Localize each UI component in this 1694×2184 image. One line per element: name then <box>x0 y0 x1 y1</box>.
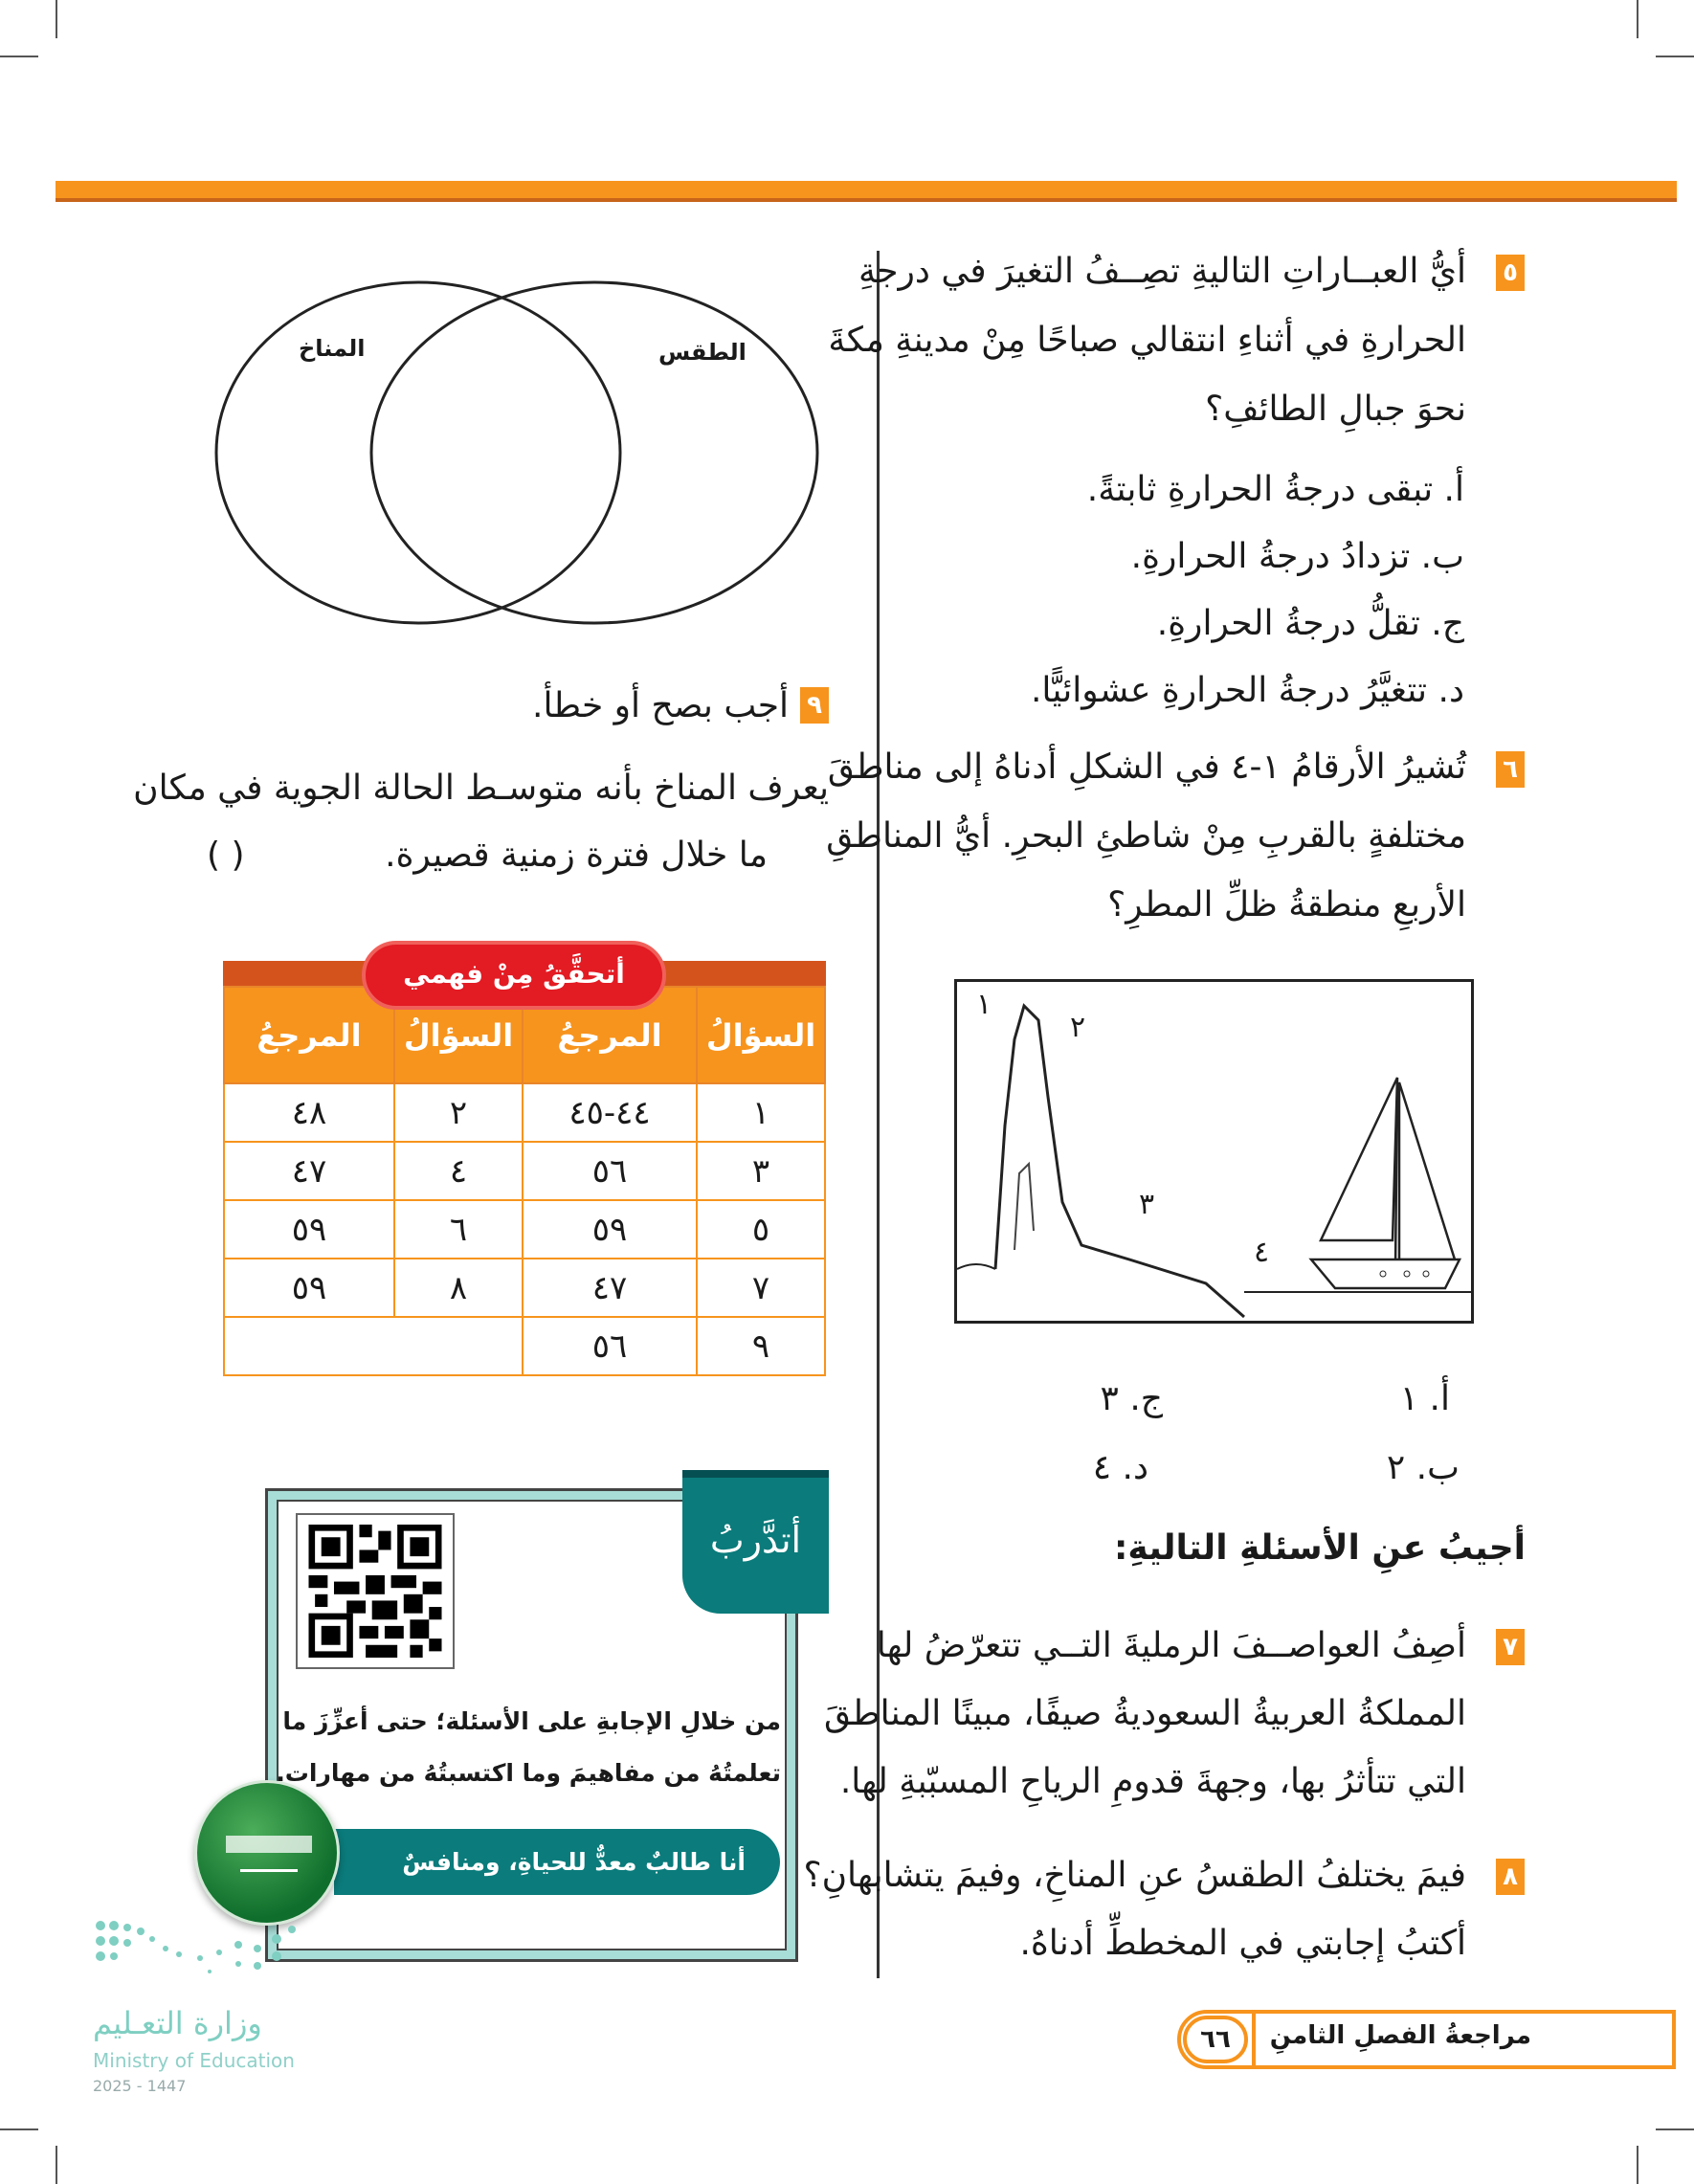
table-cell: ٥ <box>697 1200 825 1259</box>
venn-label-weather: الطقس <box>658 339 747 366</box>
qr-code-icon <box>307 1525 443 1658</box>
figure-label-2: ٢ <box>1070 1011 1086 1044</box>
crop-mark <box>1637 0 1638 38</box>
mountain-boat-illustration <box>957 982 1471 1321</box>
column-header: السؤالُ <box>697 987 825 1083</box>
flag-sword-icon <box>240 1869 298 1872</box>
table-row <box>224 1317 825 1375</box>
figure-label-1: ١ <box>976 988 992 1021</box>
table-cell: ٤ <box>394 1142 523 1200</box>
table-cell: ٢ <box>394 1083 523 1142</box>
table-cell: ٥٩ <box>224 1200 394 1259</box>
footer-chapter: مراجعةُ الفصلِ الثامنِ <box>1269 2021 1531 2050</box>
figure-label-3: ٣ <box>1139 1188 1155 1221</box>
venn-diagram <box>191 268 842 641</box>
column-header: السؤالُ <box>394 987 523 1083</box>
option-c[interactable]: ج. ٣ <box>1100 1379 1163 1418</box>
table-row <box>224 1142 825 1200</box>
question-text: فيمَ يختلفُ الطقسُ عنِ المناخِ، وفيمَ يتشابهانِ؟ <box>803 1856 1466 1895</box>
section-heading: أجيبُ عنِ الأسئلةِ التاليةِ: <box>1114 1528 1526 1568</box>
column-header: المرجعُ <box>224 987 394 1083</box>
option-d[interactable]: د. تتغيَّرُ درجةُ الحرارةِ عشوائيًّا. <box>1030 671 1464 710</box>
question-6 <box>826 747 1466 953</box>
question-text: أكتبُ إجابتي في المخططِّ أدناهُ. <box>1019 1924 1466 1963</box>
question-number-8: ٨ <box>1496 1859 1525 1895</box>
crop-mark <box>1656 2128 1694 2130</box>
table-cell: ٨ <box>394 1259 523 1317</box>
crop-mark <box>0 56 38 57</box>
crop-mark <box>0 2128 38 2130</box>
table-cell: ١ <box>697 1083 825 1142</box>
question-7 <box>824 1625 1466 1829</box>
practice-text <box>276 1696 781 1799</box>
footer-divider <box>1252 2010 1256 2069</box>
question-text: أصِفُ العواصــفَ الرمليةَ التــي تتعرّضُ لها <box>876 1626 1466 1665</box>
column-header: المرجعُ <box>523 987 697 1083</box>
answer-blank[interactable]: ( ) <box>207 836 245 875</box>
table-cell: ٤٧ <box>224 1142 394 1200</box>
practice-text-line: تعلمتُهُ من مفاهيمَ وما اكتسبتُهُ من مهارات. <box>276 1759 781 1787</box>
table-cell: ٤٤-٤٥ <box>523 1083 697 1142</box>
option-c[interactable]: ج. تقلُّ درجةُ الحرارةِ. <box>1156 604 1464 643</box>
figure-label-4: ٤ <box>1254 1236 1270 1269</box>
question-5-options <box>1031 469 1464 737</box>
question-text: ما خلال فترة زمنية قصيرة. <box>385 836 768 875</box>
table-cell: ٣ <box>697 1142 825 1200</box>
motto-banner: أنا طالبٌ معدٌّ للحياةِ، ومنافسٌ عالميًّا. <box>334 1829 780 1895</box>
table-cell: ٤٧ <box>523 1259 697 1317</box>
venn-circle-climate <box>216 282 620 623</box>
option-d[interactable]: د. ٤ <box>1092 1448 1148 1487</box>
question-text: يعرف المناخ بأنه متوسـط الحالة الجوية في مكان <box>133 769 829 808</box>
question-number-5: ٥ <box>1496 255 1525 291</box>
table-cell: ٤٨ <box>224 1083 394 1142</box>
question-text: مختلفةٍ بالقربِ مِنْ شاطئِ البحرِ. أيُّ المناطقِ <box>826 816 1466 856</box>
crop-mark <box>1656 56 1694 57</box>
table-cell: ٥٦ <box>523 1142 697 1200</box>
qr-code[interactable] <box>296 1513 455 1669</box>
coast-figure <box>954 979 1474 1324</box>
flag-shahada <box>226 1836 312 1853</box>
question-text: أيُّ العبــاراتِ التاليةِ تصِــفُ التغيرَ في درجةِ <box>858 252 1466 291</box>
question-text: نحوَ جبالِ الطائفِ؟ <box>1205 390 1466 429</box>
table-cell: ٥٩ <box>523 1200 697 1259</box>
question-5 <box>828 251 1466 457</box>
ministry-name-ar: وزارة التعـليم <box>93 2005 262 2041</box>
venn-circle-weather <box>371 282 817 623</box>
table-cell: ٦ <box>394 1200 523 1259</box>
question-text: تُشيرُ الأرقامُ ١-٤ في الشكلِ أدناهُ إلى مناطقَ <box>827 747 1466 787</box>
option-a[interactable]: أ. تبقى درجةُ الحرارةِ ثابتةً. <box>1086 470 1464 509</box>
saudi-flag-emblem <box>194 1780 340 1926</box>
table-row <box>224 1259 825 1317</box>
table-cell <box>224 1317 523 1375</box>
ministry-name-en: Ministry of Education <box>93 2049 295 2072</box>
page-number: ٦٦ <box>1183 2016 1248 2063</box>
table-cell: ٥٦ <box>523 1317 697 1375</box>
crop-mark <box>56 0 57 38</box>
question-number-6: ٦ <box>1496 751 1525 788</box>
table-title: أتحقَّقُ مِنْ فهمي <box>362 941 666 1010</box>
question-text: التي تتأثرُ بها، وجهةَ قدومِ الرياحِ المسبّبةِ لها. <box>839 1762 1466 1801</box>
ministry-year: 2025 - 1447 <box>93 2077 187 2095</box>
question-8 <box>804 1855 1466 1991</box>
practice-text-line: من خلالِ الإجابةِ على الأسئلة؛ حتى أعزِّزَ ما <box>282 1707 781 1735</box>
ministry-logo-dots <box>95 1920 301 1979</box>
option-a[interactable]: أ. ١ <box>1399 1379 1450 1418</box>
option-b[interactable]: ب. ٢ <box>1386 1448 1460 1487</box>
question-text: الأربعِ منطقةُ ظلِّ المطرِ؟ <box>1107 885 1466 925</box>
table-row <box>224 1083 825 1142</box>
table-cell: ٥٩ <box>224 1259 394 1317</box>
table-cell: ٧ <box>697 1259 825 1317</box>
answers-table <box>223 986 826 1376</box>
header-bar <box>56 181 1677 202</box>
question-9-title: أجب بصح أو خطأ. <box>532 686 789 725</box>
venn-label-climate: المناخ <box>299 335 366 362</box>
crop-mark <box>1637 2146 1638 2184</box>
table-cell: ٩ <box>697 1317 825 1375</box>
crop-mark <box>56 2146 57 2184</box>
table-row <box>224 1200 825 1259</box>
question-number-7: ٧ <box>1496 1629 1525 1665</box>
question-text: المملكةُ العربيةُ السعوديةُ صيفًا، مبينًا المناطقَ <box>823 1694 1466 1733</box>
practice-tab: أتدَّربُ <box>682 1470 829 1614</box>
question-text: الحرارةِ في أثناءِ انتقالي صباحًا مِنْ مدينةِ مكةَ <box>828 321 1466 360</box>
question-number-9: ٩ <box>800 687 829 724</box>
option-b[interactable]: ب. تزدادُ درجةُ الحرارةِ. <box>1130 537 1464 576</box>
